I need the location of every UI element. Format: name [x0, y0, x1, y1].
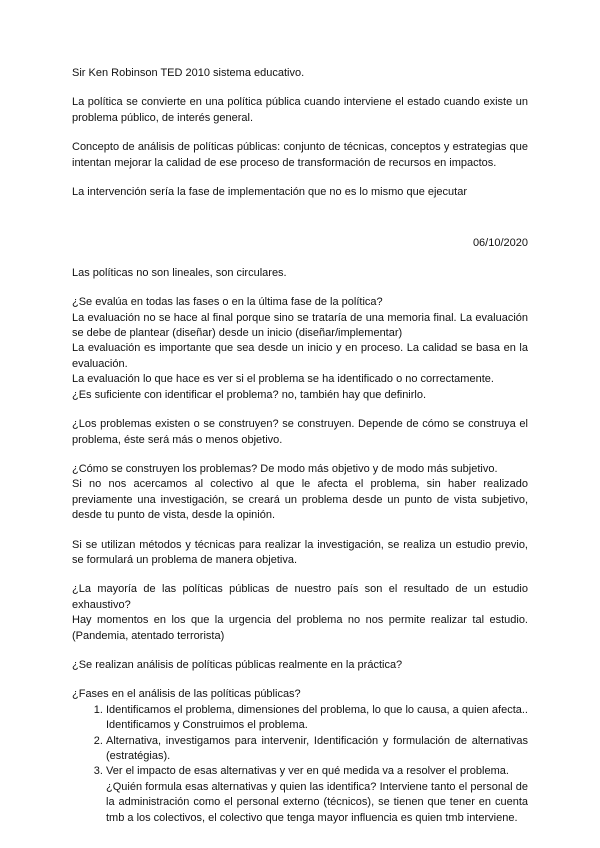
- paragraph-circular: Las políticas no son lineales, son circulares.: [72, 266, 287, 279]
- list-item-extra: ¿Quién formula esas alternativas y quien las identifica? Interviene tanto el personal de la administración como el personal externo (técnicos), se tienen que tener en cuenta tmb a los colectivos, el colectivo que tenga mayor influencia es quien tmb interviene.: [106, 780, 528, 824]
- evaluation-question: ¿Se evalúa en todas las fases o en la última fase de la política?: [72, 296, 383, 309]
- paragraph-methods: Si se utilizan métodos y técnicas para realizar la investigación, se realiza un estudio previo, se formulará un problema de manera objetiva.: [72, 538, 528, 566]
- majority-answer: Hay momentos en los que la urgencia del problema no nos permite realizar tal estudio. (Pandemia, atentado terrorista): [72, 614, 528, 642]
- list-item: [106, 764, 528, 826]
- list-item: [106, 734, 528, 765]
- phases-list: [72, 703, 528, 826]
- evaluation-line: La evaluación no se hace al final porque sino se trataría de una memoria final. La evaluación se debe de plantear (diseñar) desde un inicio (diseñar/implementar): [72, 311, 528, 340]
- list-item-text: 2. Alternativa, investigamos para intervenir, Identificación y formulación de alternativas (estratégias).: [106, 734, 528, 762]
- paragraph-concept: Concepto de análisis de políticas públicas: conjunto de técnicas, conceptos y estrategias que intentan mejorar la calidad de ese proceso de transformación de recursos en impactos.: [72, 141, 528, 169]
- evaluation-line: ¿Es suficiente con identificar el problema? no, también hay que definirlo.: [72, 388, 427, 401]
- paragraph-problems-exist: ¿Los problemas existen o se construyen? se construyen. Depende de cómo se construya el problema, éste será más o menos objetivo.: [72, 418, 528, 446]
- evaluation-line: La evaluación lo que hace es ver si el problema se ha identificado o no correctamente.: [72, 373, 494, 386]
- list-item: [106, 703, 528, 734]
- majority-question: ¿La mayoría de las políticas públicas de nuestro país son el resultado de un estudio exhaustivo?: [72, 583, 528, 611]
- list-item-text: 1. Identificamos el problema, dimensiones del problema, lo que lo causa, a quien afecta.. Identificamos y Construimos el problema.: [106, 703, 528, 732]
- paragraph-practice: ¿Se realizan análisis de políticas públicas realmente en la práctica?: [72, 658, 403, 671]
- list-item-text: 3. Ver el impacto de esas alternativas y ver en qué medida va a resolver el problema.: [106, 765, 509, 778]
- evaluation-line: La evaluación es importante que sea desde un inicio y en proceso. La calidad se basa en la evaluación.: [72, 342, 528, 370]
- heading-line: Sir Ken Robinson TED 2010 sistema educativo.: [72, 67, 305, 79]
- paragraph-public-policy: La política se convierte en una política pública cuando interviene el estado cuando existe un problema público, de interés general.: [72, 96, 528, 124]
- phases-title: ¿Fases en el análisis de las políticas públicas?: [72, 688, 301, 701]
- date-line: 06/10/2020: [472, 237, 528, 250]
- construct-question: ¿Cómo se construyen los problemas? De modo más objetivo y de modo más subjetivo.: [72, 462, 498, 475]
- paragraph-intervention: La intervención sería la fase de implementación que no es lo mismo que ejecutar: [72, 186, 468, 199]
- construct-answer: Si no nos acercamos al colectivo al que le afecta el problema, sin haber realizado previamente una investigación, se creará un problema desde un punto de vista subjetivo, desde tu punto de vista, desde la opinión.: [72, 478, 528, 522]
